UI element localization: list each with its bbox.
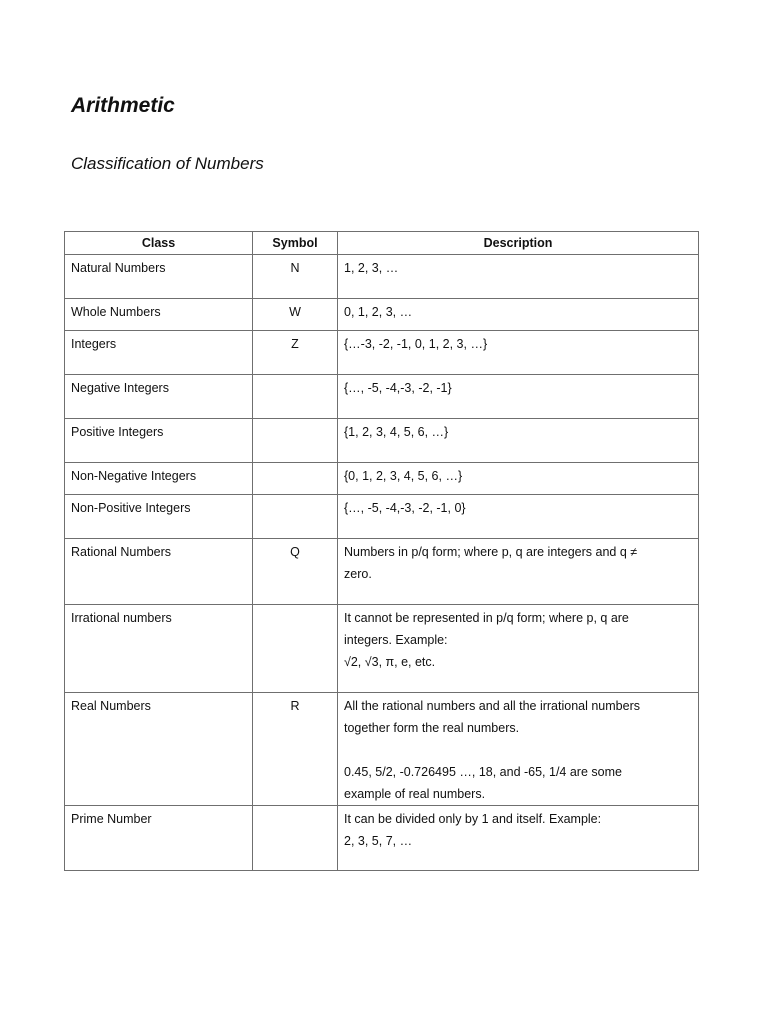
cell-description bbox=[338, 605, 699, 693]
cell-class: Non-Negative Integers bbox=[65, 463, 253, 495]
cell-class: Positive Integers bbox=[65, 419, 253, 463]
cell-description bbox=[338, 299, 699, 331]
cell-symbol: N bbox=[253, 255, 338, 299]
cell-class: Whole Numbers bbox=[65, 299, 253, 331]
cell-symbol: Z bbox=[253, 331, 338, 375]
description-line bbox=[344, 739, 692, 761]
cell-class: Non-Positive Integers bbox=[65, 495, 253, 539]
table-row bbox=[65, 331, 699, 375]
table-row bbox=[65, 299, 699, 331]
table-row bbox=[65, 419, 699, 463]
table-row bbox=[65, 375, 699, 419]
cell-symbol bbox=[253, 419, 338, 463]
page-title: Arithmetic bbox=[71, 94, 175, 117]
description-line: integers. Example: bbox=[344, 633, 448, 647]
cell-description bbox=[338, 331, 699, 375]
cell-class: Rational Numbers bbox=[65, 539, 253, 605]
description-line: {…, -5, -4,-3, -2, -1, 0} bbox=[344, 501, 466, 515]
cell-description bbox=[338, 419, 699, 463]
table-row bbox=[65, 806, 699, 871]
cell-symbol bbox=[253, 463, 338, 495]
description-line: example of real numbers. bbox=[344, 787, 486, 801]
description-line: 0, 1, 2, 3, … bbox=[344, 305, 413, 319]
cell-description bbox=[338, 375, 699, 419]
cell-class: Prime Number bbox=[65, 806, 253, 871]
table-row bbox=[65, 463, 699, 495]
table-row bbox=[65, 495, 699, 539]
cell-symbol: W bbox=[253, 299, 338, 331]
cell-description bbox=[338, 255, 699, 299]
table-header-row bbox=[65, 232, 699, 255]
cell-class: Integers bbox=[65, 331, 253, 375]
description-line: {0, 1, 2, 3, 4, 5, 6, …} bbox=[344, 469, 463, 483]
description-line: {…-3, -2, -1, 0, 1, 2, 3, …} bbox=[344, 337, 488, 351]
description-line: It cannot be represented in p/q form; where p, q are bbox=[344, 611, 629, 625]
description-line: {…, -5, -4,-3, -2, -1} bbox=[344, 381, 452, 395]
description-line: zero. bbox=[344, 567, 372, 581]
description-line: {1, 2, 3, 4, 5, 6, …} bbox=[344, 425, 449, 439]
classification-table bbox=[64, 231, 699, 871]
cell-symbol bbox=[253, 806, 338, 871]
cell-symbol bbox=[253, 495, 338, 539]
description-line: Numbers in p/q form; where p, q are integers and q ≠ bbox=[344, 545, 638, 559]
cell-class: Negative Integers bbox=[65, 375, 253, 419]
description-line: It can be divided only by 1 and itself. Example: bbox=[344, 812, 602, 826]
cell-symbol: Q bbox=[253, 539, 338, 605]
cell-class: Real Numbers bbox=[65, 693, 253, 806]
description-line: 2, 3, 5, 7, … bbox=[344, 834, 413, 848]
cell-description bbox=[338, 539, 699, 605]
description-line: All the rational numbers and all the irrational numbers bbox=[344, 699, 640, 713]
table-row bbox=[65, 693, 699, 806]
table-row bbox=[65, 539, 699, 605]
description-line: 0.45, 5/2, -0.726495 …, 18, and -65, 1/4 are some bbox=[344, 765, 622, 779]
cell-symbol bbox=[253, 605, 338, 693]
page-subtitle: Classification of Numbers bbox=[71, 154, 264, 173]
cell-description bbox=[338, 495, 699, 539]
description-line: together form the real numbers. bbox=[344, 721, 520, 735]
cell-class: Irrational numbers bbox=[65, 605, 253, 693]
description-line: √2, √3, π, e, etc. bbox=[344, 655, 436, 669]
cell-class: Natural Numbers bbox=[65, 255, 253, 299]
cell-description bbox=[338, 463, 699, 495]
cell-description bbox=[338, 693, 699, 806]
table-row bbox=[65, 605, 699, 693]
header-class: Class bbox=[65, 232, 253, 255]
table-body bbox=[65, 255, 699, 871]
cell-symbol bbox=[253, 375, 338, 419]
cell-description bbox=[338, 806, 699, 871]
header-description: Description bbox=[338, 232, 699, 255]
table-row bbox=[65, 255, 699, 299]
description-line: 1, 2, 3, … bbox=[344, 261, 399, 275]
header-symbol: Symbol bbox=[253, 232, 338, 255]
cell-symbol: R bbox=[253, 693, 338, 806]
